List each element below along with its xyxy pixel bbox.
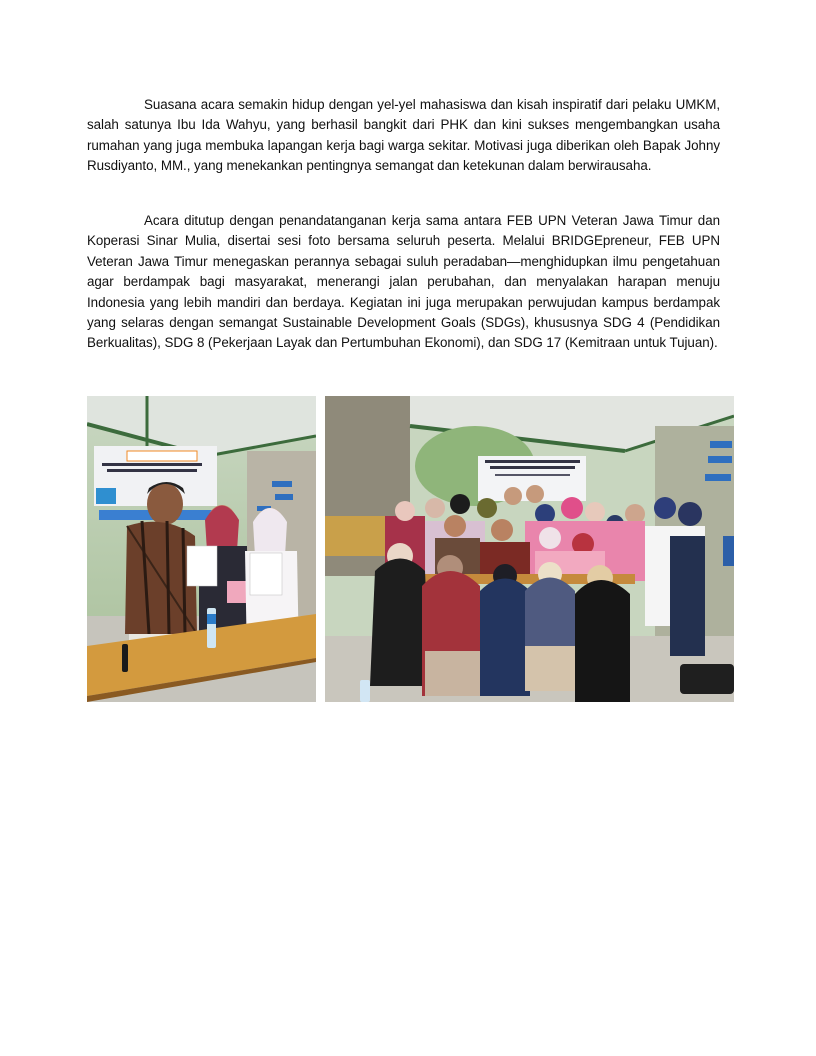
photo-group-participants-image: [325, 396, 734, 702]
photo-group-participants: [325, 396, 734, 702]
paragraph-closing-cooperation: Acara ditutup dengan penandatanganan kerja sama antara FEB UPN Veteran Jawa Timur dan Koperasi Sinar Mulia, disertai sesi foto bersama seluruh peserta. Melalui BRIDGEpreneur, FEB UPN Veteran Jawa Timur menegaskan perannya sebagai suluh peradaban—menghidupkan ilmu pengetahuan agar berdampak bagi masyarakat, menerangi jalan perubahan, dan menyalakan harapan menuju Indonesia yang lebih mandiri dan berdaya. Kegiatan ini juga merupakan perwujudan kampus berdampak yang selaras dengan semangat Sustainable Development Goals (SDGs), khususnya SDG 4 (Pendidikan Berkualitas), SDG 8 (Pekerjaan Layak dan Pertumbuhan Ekonomi), dan SDG 17 (Kemitraan untuk Tujuan).: [87, 213, 720, 351]
paragraph-event-atmosphere: Suasana acara semakin hidup dengan yel-yel mahasiswa dan kisah inspiratif dari pelaku UMKM, salah satunya Ibu Ida Wahyu, yang berhasil bangkit dari PHK dan kini sukses mengembangkan usaha rumahan yang juga membuka lapangan kerja bagi warga sekitar. Motivasi juga diberikan oleh Bapak Johny Rusdiyanto, MM., yang menekankan pentingnya semangat dan ketekunan dalam berwirausaha.: [87, 97, 720, 174]
photo-agreement-signing: [87, 396, 316, 702]
photo-agreement-signing-image: [87, 396, 316, 702]
